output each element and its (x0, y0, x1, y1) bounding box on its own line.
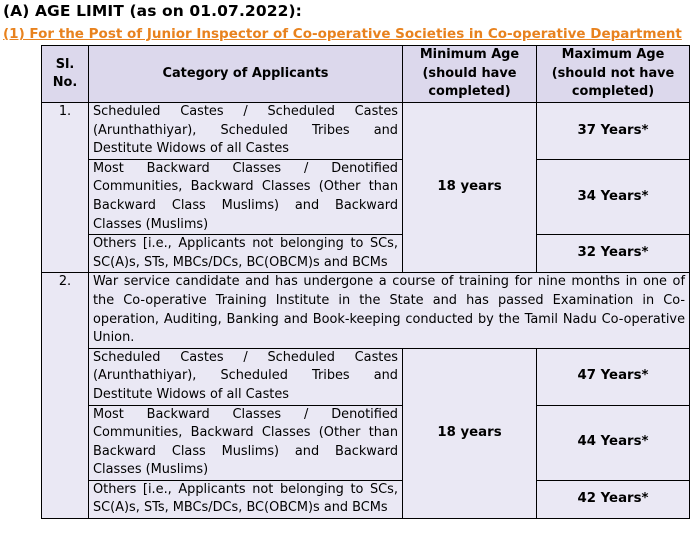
header-sl-no: Sl. No. (42, 46, 89, 103)
header-category: Category of Applicants (89, 46, 403, 103)
max-age-cell: 37 Years* (537, 103, 690, 160)
post-subheading: (1) For the Post of Junior Inspector of Co-operative Societies in Co-operative Department (3, 26, 682, 42)
header-min-age: Minimum Age (should have completed) (403, 46, 537, 103)
category-cell: Scheduled Castes / Scheduled Castes (Arunthathiyar), Scheduled Tribes and Destitute Widows of all Castes (89, 103, 403, 160)
min-age-cell: 18 years (403, 103, 537, 273)
max-age-cell: 42 Years* (537, 480, 690, 518)
max-age-cell: 47 Years* (537, 348, 690, 405)
section-heading: (A) AGE LIMIT (as on 01.07.2022): (3, 2, 302, 20)
min-age-cell: 18 years (403, 348, 537, 518)
category-cell: Most Backward Classes / Denotified Communities, Backward Classes (Other than Backward Class Muslims) and Backward Classes (Muslims) (89, 159, 403, 234)
max-age-cell: 44 Years* (537, 405, 690, 480)
category-cell: Scheduled Castes / Scheduled Castes (Arunthathiyar), Scheduled Tribes and Destitute Widows of all Castes (89, 348, 403, 405)
table-row (42, 480, 690, 518)
table-row (42, 405, 690, 480)
header-max-age: Maximum Age (should not have completed) (537, 46, 690, 103)
table-row (42, 103, 690, 160)
sl-no-cell: 1. (42, 103, 89, 273)
war-service-description: War service candidate and has undergone a course of training for nine months in one of the Co-operative Training Institute in the State and has passed Examination in Co-operation, Auditing, Banking and Book-keeping conducted by the Tamil Nadu Co-operative Union. (89, 273, 690, 348)
table-row (42, 159, 690, 234)
table-row (42, 235, 690, 273)
table-row (42, 273, 690, 348)
age-limit-table (41, 45, 690, 519)
max-age-cell: 34 Years* (537, 159, 690, 234)
table-header-row (42, 46, 690, 103)
category-cell: Most Backward Classes / Denotified Communities, Backward Classes (Other than Backward Class Muslims) and Backward Classes (Muslims) (89, 405, 403, 480)
table-row (42, 348, 690, 405)
max-age-cell: 32 Years* (537, 235, 690, 273)
category-cell: Others [i.e., Applicants not belonging to SCs, SC(A)s, STs, MBCs/DCs, BC(OBCM)s and BCMs (89, 480, 403, 518)
sl-no-cell: 2. (42, 273, 89, 519)
category-cell: Others [i.e., Applicants not belonging to SCs, SC(A)s, STs, MBCs/DCs, BC(OBCM)s and BCMs (89, 235, 403, 273)
